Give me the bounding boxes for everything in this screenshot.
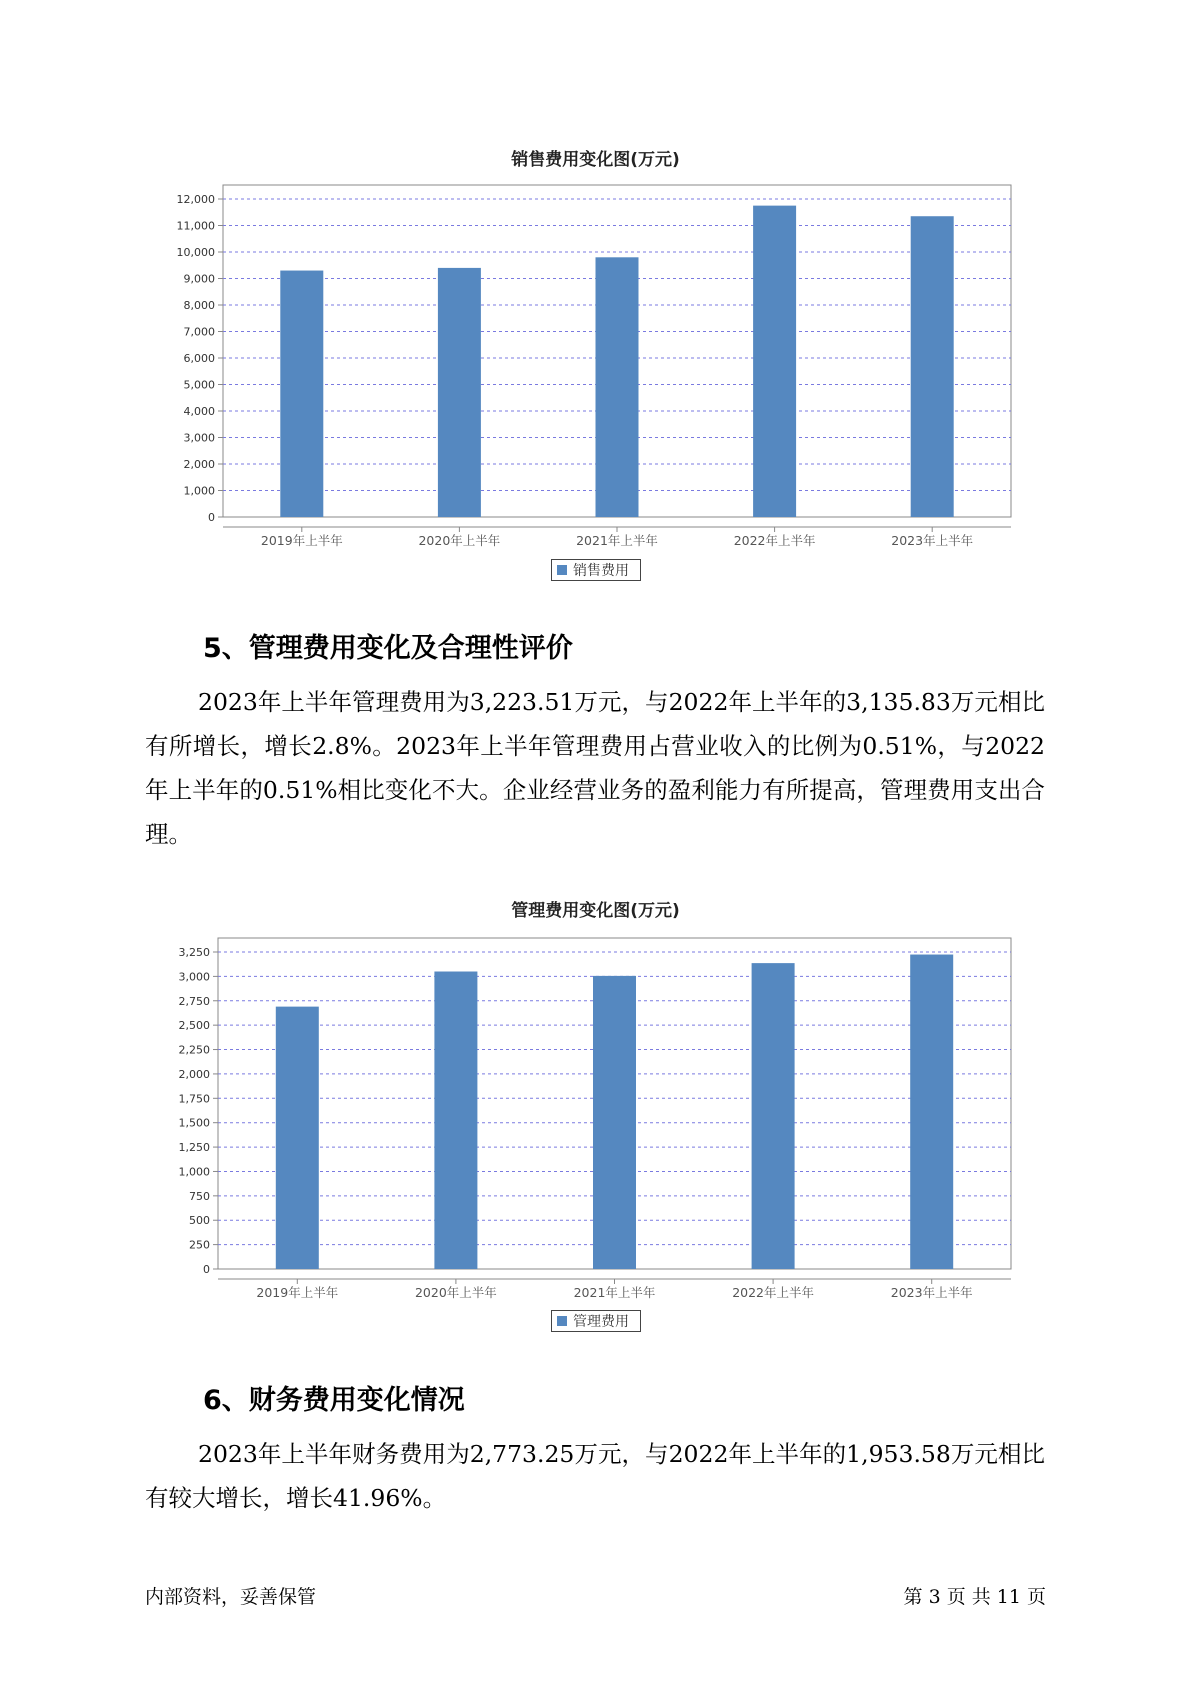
chart1-xtick-label: 2019年上半年 [260, 533, 343, 548]
chart1-ytick-label: 1,000 [183, 484, 215, 498]
footer-left: 内部资料，妥善保管 [145, 1586, 317, 1608]
chart1-xtick-label: 2022年上半年 [733, 533, 816, 548]
chart1-ytick-label: 5,000 [183, 378, 215, 392]
chart1-xtick-label: 2020年上半年 [418, 533, 501, 548]
chart2-ytick-label: 2,250 [178, 1043, 210, 1057]
chart1-ytick-label: 12,000 [176, 193, 215, 206]
chart2-bar [593, 976, 636, 1269]
chart1-ytick-label: 9,000 [183, 272, 215, 286]
chart1-xtick-label: 2021年上半年 [576, 533, 658, 548]
chart2-bar [434, 972, 477, 1269]
chart2-ytick-label: 1,500 [178, 1116, 210, 1130]
chart2-legend [551, 1310, 641, 1332]
chart2-ytick-label: 2,750 [178, 994, 210, 1008]
chart1-legend-label: 销售费用 [573, 563, 629, 579]
chart2-ytick-label: 3,250 [178, 946, 210, 959]
chart2-ytick-label: 3,000 [178, 970, 210, 984]
chart2-xtick-label: 2021年上半年 [573, 1285, 656, 1300]
chart2-ytick-label: 0 [203, 1263, 210, 1276]
chart2-ytick-label: 1,750 [178, 1092, 210, 1106]
chart1-ytick-label: 4,000 [183, 405, 215, 418]
chart2-xtick-label: 2023年上半年 [890, 1285, 973, 1300]
chart1-ytick-label: 2,000 [183, 458, 215, 471]
chart2-legend-swatch [557, 1316, 567, 1326]
chart1-ytick-label: 10,000 [176, 246, 215, 259]
section5-paragraph: 2023年上半年管理费用为3,223.51万元，与2022年上半年的3,135.83万元相比有所增长，增长2.8%。2023年上半年管理费用占营业收入的比例为0.51%，与2022年上半年的0.51%相比变化不大。企业经营业务的盈利能力有所提高，管理费用支出合理。 [145, 688, 1045, 848]
chart2-ytick-label: 2,000 [178, 1067, 210, 1081]
chart1-ytick-label: 3,000 [183, 431, 215, 445]
chart2-ytick-label: 1,000 [178, 1165, 210, 1179]
chart1-ytick-label: 11,000 [176, 219, 215, 233]
section6-heading: 6、财务费用变化情况 [203, 1385, 465, 1416]
chart2-ytick-label: 250 [189, 1238, 210, 1252]
chart2-ytick-label: 750 [189, 1189, 210, 1203]
chart2-ytick-label: 1,250 [178, 1141, 210, 1155]
chart1-xtick-label: 2023年上半年 [891, 533, 974, 548]
section5-heading: 5、管理费用变化及合理性评价 [203, 633, 573, 664]
chart2-bar [752, 963, 795, 1269]
chart1-ytick-label: 8,000 [183, 299, 215, 312]
chart1-title: 销售费用变化图(万元) [511, 150, 680, 170]
section6-paragraph: 2023年上半年财务费用为2,773.25万元，与2022年上半年的1,953.58万元相比有较大增长，增长41.96%。 [145, 1440, 1045, 1512]
footer-right: 第 3 页 共 11 页 [903, 1586, 1046, 1608]
chart1-ytick-label: 0 [208, 511, 215, 524]
chart2-xtick-label: 2019年上半年 [256, 1285, 339, 1300]
chart2-ytick-label: 500 [189, 1214, 210, 1228]
chart2-title: 管理费用变化图(万元) [511, 901, 680, 921]
chart2-bar [276, 1007, 319, 1269]
chart2-xtick-label: 2022年上半年 [732, 1285, 815, 1300]
chart2-bar [910, 955, 953, 1269]
chart2-ytick-label: 2,500 [178, 1019, 210, 1033]
chart1-ytick-label: 6,000 [183, 352, 215, 365]
chart2-legend-label: 管理费用 [573, 1314, 629, 1330]
chart2-xtick-label: 2020年上半年 [414, 1285, 497, 1300]
chart1-ytick-label: 7,000 [183, 325, 215, 339]
